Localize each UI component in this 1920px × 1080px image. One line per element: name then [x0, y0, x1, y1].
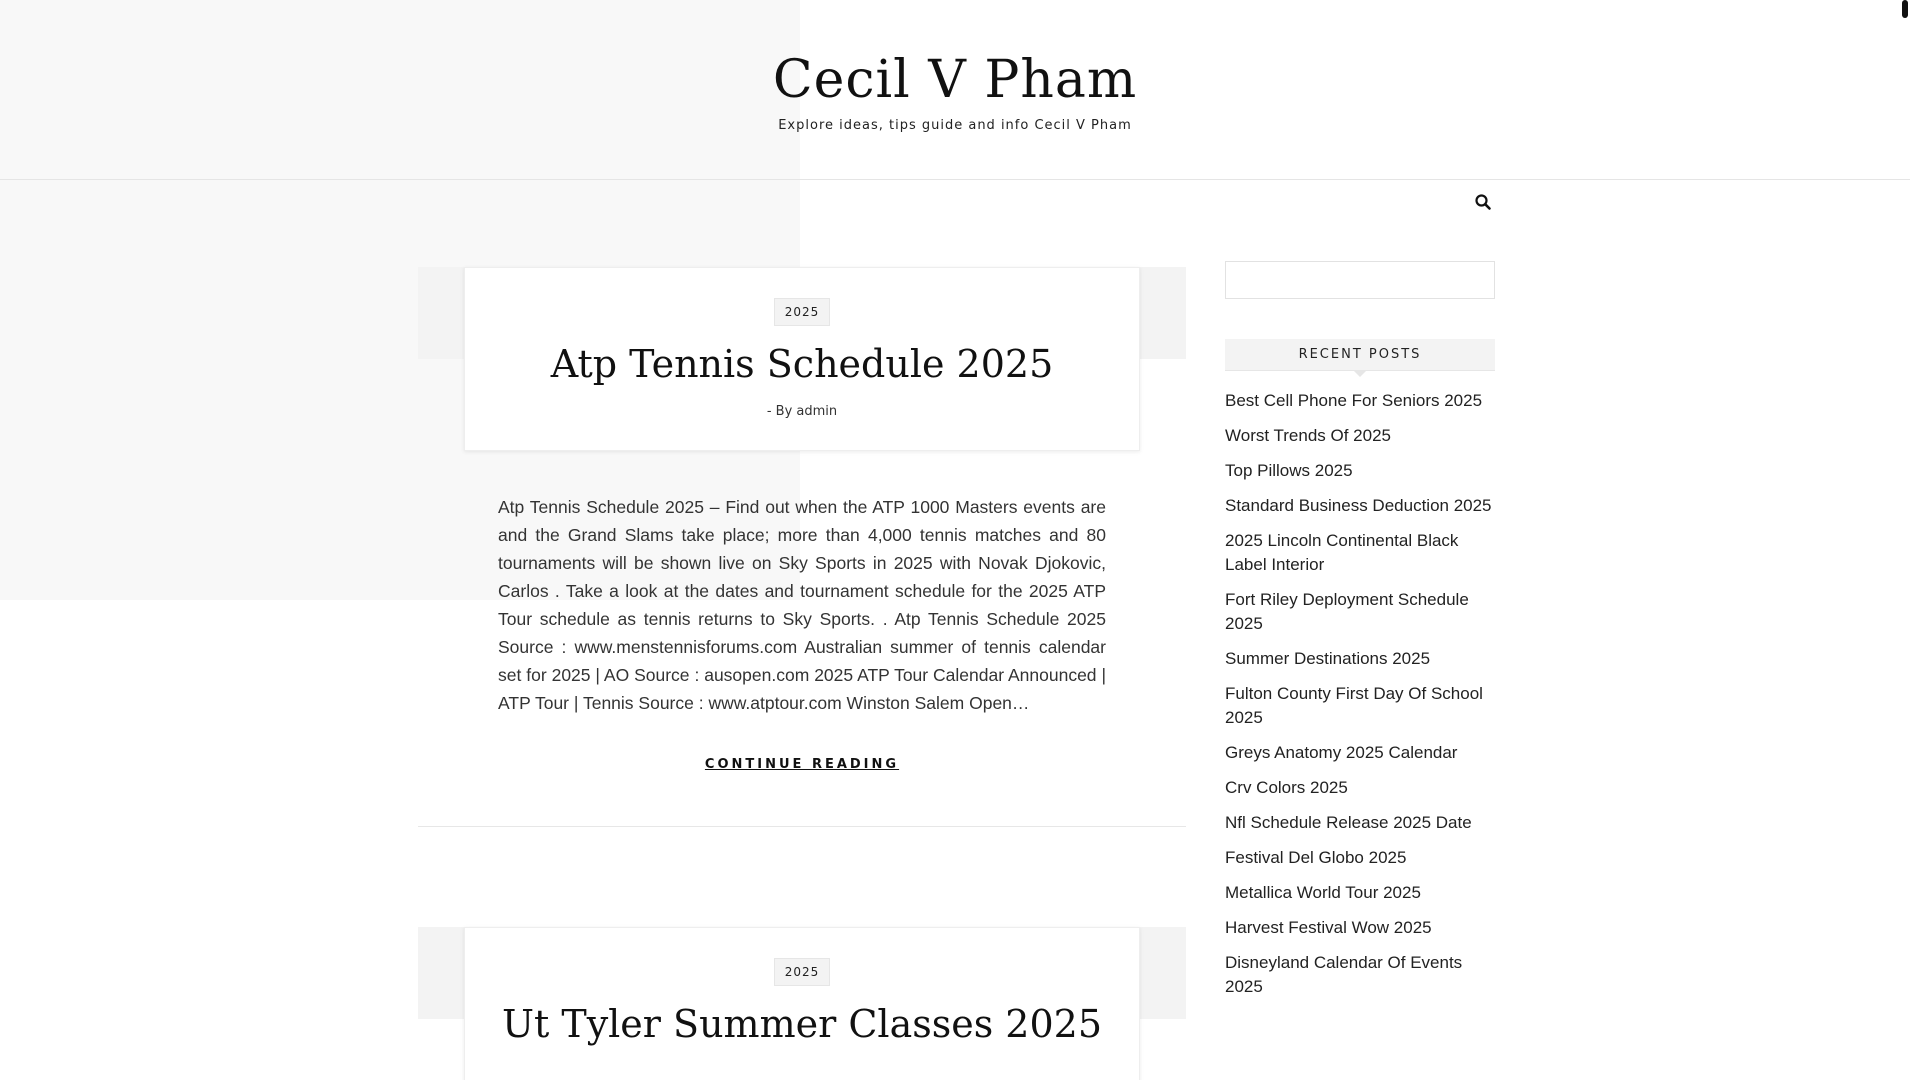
main-content — [418, 224, 1186, 1080]
post-card — [418, 927, 1186, 1080]
site-header — [0, 0, 1910, 180]
continue-reading-link[interactable]: CONTINUE READING — [704, 757, 900, 772]
recent-post-link[interactable]: Best Cell Phone For Seniors 2025 — [1225, 391, 1483, 410]
post-meta-prefix: - By — [766, 404, 793, 419]
recent-post-link[interactable]: Disneyland Calendar Of Events 2025 — [1225, 953, 1463, 996]
category-badge[interactable]: 2025 — [774, 958, 831, 986]
recent-post-link[interactable]: Summer Destinations 2025 — [1225, 649, 1431, 668]
post-excerpt: Atp Tennis Schedule 2025 – Find out when the ATP 1000 Masters events are and the Grand Slams take place; more than 4,000 tennis matches and 80 tournaments will be shown live on Sky Sports in 2025 with Novak Djokovic, Carlos . Take a look at the dates and tournament schedule for the 2025 ATP Tour schedule as tennis returns to Sky Sports. . Atp Tennis Schedule 2025 Source : www.menstennisforums.com Australian summer of tennis calendar set for 2025 | AO Source : ausopen.com 2025 ATP Tour Calendar Announced | ATP Tour | Tennis Source : www.atptour.com Winston Salem Open… — [498, 497, 1106, 713]
recent-post-link[interactable]: Top Pillows 2025 — [1225, 461, 1353, 480]
site-title[interactable]: Cecil V Pham — [772, 50, 1138, 110]
recent-post-link[interactable]: Fulton County First Day Of School 2025 — [1225, 684, 1483, 727]
search-icon[interactable] — [1474, 193, 1492, 211]
recent-posts-title: RECENT POSTS — [1225, 339, 1495, 371]
recent-post-link[interactable]: Festival Del Globo 2025 — [1225, 848, 1407, 867]
recent-posts-list — [1225, 389, 1495, 999]
recent-post-link[interactable]: Fort Riley Deployment Schedule 2025 — [1225, 590, 1469, 633]
post-divider — [418, 826, 1186, 827]
post-title[interactable]: Atp Tennis Schedule 2025 — [550, 342, 1054, 386]
post-title[interactable]: Ut Tyler Summer Classes 2025 — [501, 1002, 1103, 1046]
post-card — [418, 267, 1186, 827]
recent-post-link[interactable]: Metallica World Tour 2025 — [1225, 883, 1421, 902]
post-meta — [465, 404, 1139, 419]
post-author-link[interactable]: admin — [796, 404, 838, 419]
sidebar — [1225, 261, 1495, 1010]
recent-post-link[interactable]: Nfl Schedule Release 2025 Date — [1225, 813, 1472, 832]
post-header — [464, 927, 1140, 1080]
site-tagline: Explore ideas, tips guide and info Cecil V Pham — [778, 118, 1132, 133]
recent-post-link[interactable]: 2025 Lincoln Continental Black Label Interior — [1225, 531, 1459, 574]
scrollbar-thumb[interactable] — [1902, 0, 1908, 18]
recent-post-link[interactable]: Greys Anatomy 2025 Calendar — [1225, 743, 1458, 762]
recent-post-link[interactable]: Crv Colors 2025 — [1225, 778, 1348, 797]
post-header — [464, 267, 1140, 451]
recent-post-link[interactable]: Worst Trends Of 2025 — [1225, 426, 1391, 445]
search-input[interactable] — [1225, 261, 1495, 299]
recent-post-link[interactable]: Harvest Festival Wow 2025 — [1225, 918, 1432, 937]
recent-post-link[interactable]: Standard Business Deduction 2025 — [1225, 496, 1492, 515]
category-badge[interactable]: 2025 — [774, 298, 831, 326]
